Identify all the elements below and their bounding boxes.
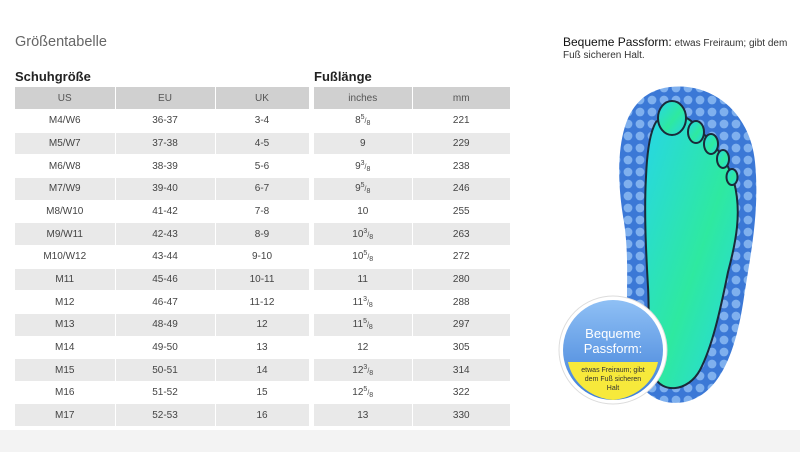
fraction-slash: / [367,231,370,239]
inches-denominator: 8 [366,188,371,196]
cell-us: M14 [15,336,115,359]
inches-numerator: 5 [363,318,367,326]
inches-whole: 9 [359,138,366,150]
cell-inches [314,200,412,223]
table-row [314,336,510,359]
cell-eu: 43-44 [115,245,215,268]
fraction-slash: / [367,367,370,375]
inches-denominator: 8 [369,392,374,400]
cell-mm: 314 [412,359,510,382]
table-row [314,404,510,427]
cell-inches [314,110,412,133]
table-row [314,110,510,133]
inches-denominator: 8 [366,165,371,173]
cell-eu: 51-52 [115,381,215,404]
cell-eu: 46-47 [115,291,215,314]
cell-us: M9/W11 [15,223,115,246]
cell-eu: 41-42 [115,200,215,223]
cell-us: M13 [15,313,115,336]
cell-mm: 305 [412,336,510,359]
fit-heading: Bequeme Passform: [563,35,672,49]
inches-denominator: 8 [368,301,373,309]
table-row [314,132,510,155]
insole-illustration [550,82,770,412]
inches-whole: 11 [357,273,368,285]
cell-mm: 221 [412,110,510,133]
cell-mm: 263 [412,223,510,246]
cell-inches [314,155,412,178]
inches-whole: 9 [355,183,361,195]
inches-whole: 13 [357,409,369,421]
cell-mm: 280 [412,268,510,291]
cell-eu: 42-43 [115,223,215,246]
inches-numerator: 5 [360,114,365,122]
cell-inches [314,313,412,336]
fraction-slash: / [364,186,367,194]
cell-eu: 38-39 [115,155,215,178]
cell-uk: 9-10 [215,245,309,268]
cell-eu: 36-37 [115,110,215,133]
inches-whole: 9 [355,160,361,172]
shoe-size-heading: Schuhgröße [15,69,91,84]
table-row [314,245,510,268]
cell-mm: 288 [412,291,510,314]
inches-numerator: 5 [363,250,368,258]
cell-mm: 246 [412,178,510,201]
column-header-eu: EU [115,87,215,110]
cell-inches [314,381,412,404]
cell-us: M16 [15,381,115,404]
cell-us: M15 [15,359,115,382]
cell-uk: 4-5 [215,132,309,155]
cell-us: M5/W7 [15,132,115,155]
cell-mm: 255 [412,200,510,223]
inches-whole: 12 [352,364,364,376]
table-row [314,178,510,201]
fraction-slash: / [367,390,370,398]
column-header-mm: mm [412,87,510,110]
cell-inches [314,291,412,314]
cell-mm: 229 [412,132,510,155]
inches-whole: 12 [357,341,369,353]
cell-mm: 272 [412,245,510,268]
cell-uk: 14 [215,359,309,382]
cell-eu: 50-51 [115,359,215,382]
cell-us: M7/W9 [15,178,115,201]
table-row [314,223,510,246]
table-row [314,200,510,223]
foot-length-heading: Fußlänge [314,69,372,84]
fit-badge [559,296,667,404]
inches-numerator: 3 [363,227,368,235]
cell-inches [314,245,412,268]
badge-note-line1: etwas Freiraum; gibt [581,367,645,374]
table-header-row [314,87,510,110]
inches-whole: 10 [352,251,364,263]
cell-inches [314,359,412,382]
fraction-slash: / [364,118,367,126]
fraction-slash: / [367,254,370,262]
cell-eu: 49-50 [115,336,215,359]
cell-mm: 297 [412,313,510,336]
badge-note-line2: dem Fuß sicheren [584,376,642,383]
cell-uk: 10-11 [215,268,309,291]
inches-denominator: 8 [369,369,374,377]
table-row [314,381,510,404]
cell-mm: 238 [412,155,510,178]
cell-inches [314,268,412,291]
cell-uk: 5-6 [215,155,309,178]
cell-inches [314,336,412,359]
badge-title-line2: Passform: [583,341,643,356]
cell-uk: 7-8 [215,200,309,223]
badge-note-line3: Halt [606,385,620,392]
cell-us: M11 [15,268,115,291]
cell-mm: 322 [412,381,510,404]
inches-whole: 10 [352,228,364,240]
inches-whole: 11 [352,296,364,308]
inches-numerator: 3 [360,159,365,167]
inches-numerator: 5 [360,182,365,190]
bottom-strip [0,430,800,452]
cell-uk: 6-7 [215,178,309,201]
inches-numerator: 5 [363,386,368,394]
cell-uk: 11-12 [215,291,309,314]
inches-denominator: 8 [366,120,371,128]
fraction-slash: / [366,299,369,307]
cell-eu: 45-46 [115,268,215,291]
column-header-inches: inches [314,87,412,110]
cell-us: M8/W10 [15,200,115,223]
cell-inches [314,178,412,201]
foot-length-table [314,87,510,427]
fraction-slash: / [366,322,369,330]
cell-uk: 13 [215,336,309,359]
inches-denominator: 8 [368,324,373,332]
cell-us: M4/W6 [15,110,115,133]
table-row [314,291,510,314]
page-title: Größentabelle [15,34,107,50]
cell-uk: 3-4 [215,110,309,133]
cell-us: M10/W12 [15,245,115,268]
inches-whole: 11 [352,319,364,331]
inches-denominator: 8 [369,256,374,264]
cell-us: M12 [15,291,115,314]
cell-uk: 16 [215,404,309,427]
cell-inches [314,404,412,427]
cell-inches [314,132,412,155]
cell-eu: 48-49 [115,313,215,336]
cell-uk: 8-9 [215,223,309,246]
table-row [314,268,510,291]
inches-numerator: 3 [363,363,368,371]
cell-uk: 12 [215,313,309,336]
cell-inches [314,223,412,246]
fit-description [563,36,788,62]
cell-mm: 330 [412,404,510,427]
table-row [314,359,510,382]
cell-eu: 39-40 [115,178,215,201]
inches-whole: 12 [352,387,364,399]
fraction-slash: / [364,163,367,171]
inches-whole: 8 [355,115,361,127]
column-header-uk: UK [215,87,309,110]
column-header-us: US [15,87,115,110]
inches-whole: 10 [357,206,369,218]
cell-us: M17 [15,404,115,427]
inches-denominator: 8 [369,233,374,241]
cell-us: M6/W8 [15,155,115,178]
cell-uk: 15 [215,381,309,404]
table-row [314,313,510,336]
cell-eu: 37-38 [115,132,215,155]
cell-eu: 52-53 [115,404,215,427]
table-row [314,155,510,178]
fit-text: etwas Freiraum; gibt dem Fuß sicheren Halt. [563,38,788,61]
inches-numerator: 3 [363,295,367,303]
badge-title-line1: Bequeme [585,326,641,341]
